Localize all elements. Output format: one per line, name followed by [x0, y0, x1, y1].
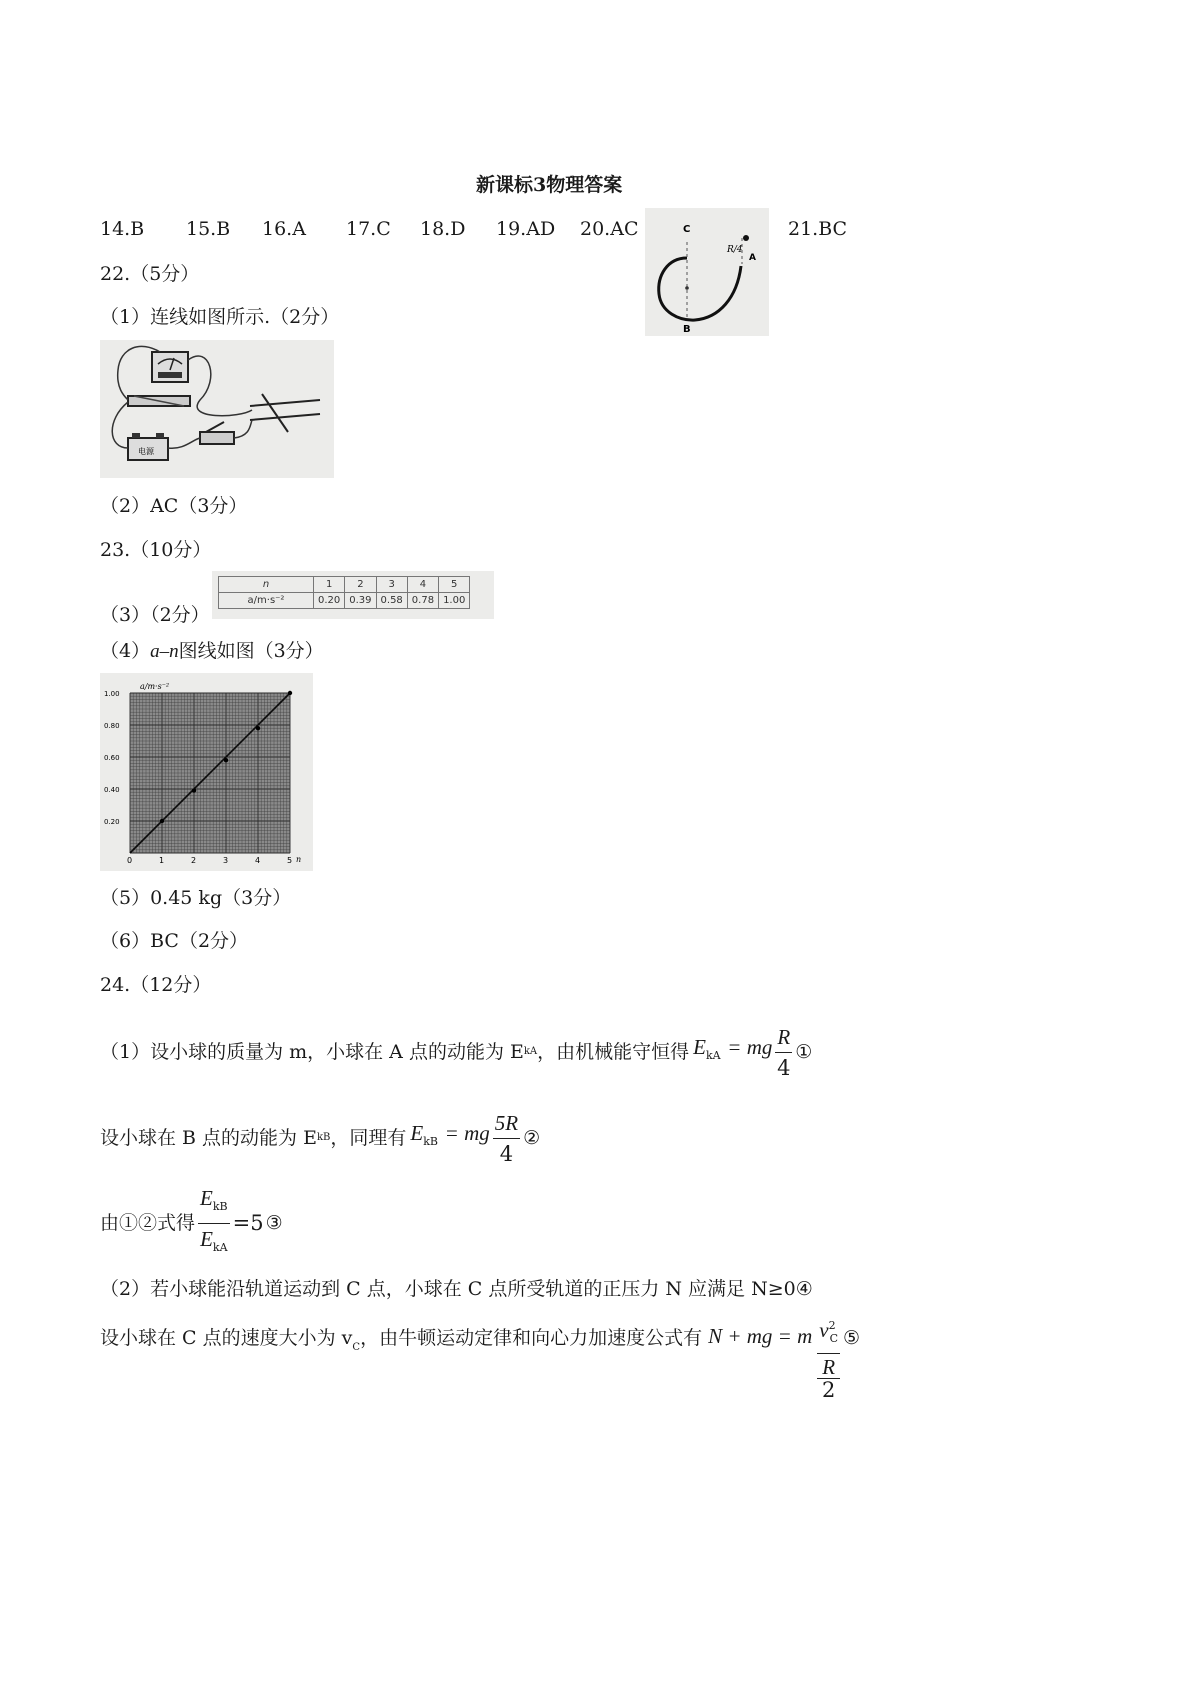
eq1-tag: ①: [795, 1041, 813, 1063]
table-cell: 0.58: [376, 593, 407, 609]
q24-line1: [100, 1022, 812, 1082]
eq1-num: R: [775, 1024, 792, 1053]
power-label: 电源: [138, 447, 154, 456]
q24-header: 24.（12分）: [100, 974, 212, 996]
data-table-figure: [212, 571, 494, 619]
answer-19: 19.AD: [496, 218, 556, 240]
answer-14: 14.B: [100, 218, 145, 240]
q22-part1: （1）连线如图所示.（2分）: [100, 306, 340, 328]
eq2-num: 5R: [493, 1110, 520, 1139]
q23-part6: （6）BC（2分）: [100, 930, 249, 952]
eq1-lhs: E: [693, 1035, 706, 1060]
label-a: A: [749, 253, 756, 263]
table-header-n: n: [219, 577, 314, 593]
table-row: [219, 577, 470, 593]
x-tick-label: 4: [255, 856, 261, 865]
eq3-rhs: =5: [232, 1211, 264, 1235]
eq3-tag: ③: [265, 1212, 283, 1234]
data-point: [160, 819, 164, 823]
eq2-lhs-sub: kB: [423, 1135, 438, 1149]
label-c: C: [683, 224, 691, 235]
x-tick-label: 1: [159, 856, 165, 865]
eq5-num-sub: C: [829, 1332, 839, 1346]
eq5-num: v: [819, 1318, 829, 1342]
q23-part4: [100, 639, 324, 664]
eq5-den-num: R: [817, 1356, 840, 1379]
y-tick-label: 0.80: [104, 722, 120, 730]
eq5-den-den: 2: [821, 1378, 836, 1403]
answer-21: 21.BC: [788, 218, 848, 240]
q23-part4-pre: （4）: [100, 640, 151, 662]
q24-line5-sub: C: [352, 1342, 361, 1353]
table-header-a: a/m·s⁻²: [219, 593, 314, 609]
eq2-tag: ②: [523, 1127, 541, 1149]
q24-line1-text: （1）设小球的质量为 m，小球在 A 点的动能为 E: [100, 1041, 524, 1063]
eq3-den-sub: kA: [212, 1240, 228, 1254]
table-cell: 2: [345, 577, 376, 593]
track-figure: [645, 208, 769, 336]
q24-line4: （2）若小球能沿轨道运动到 C 点，小球在 C 点所受轨道的正压力 N 应满足 N≥0④: [100, 1278, 813, 1300]
q23-part3: （3）（2分）: [100, 604, 210, 626]
eq1-den: 4: [777, 1055, 791, 1080]
q24-line3: [100, 1186, 283, 1254]
q24-line1-text2: ，由机械能守恒得: [537, 1041, 690, 1063]
q24-line5-text: 设小球在 C 点的速度大小为 v: [100, 1327, 353, 1349]
label-b: B: [683, 324, 691, 335]
x-tick-label: 0: [127, 856, 133, 865]
data-point: [224, 758, 228, 762]
data-table: [218, 576, 470, 609]
answer-17: 17.C: [346, 218, 391, 240]
eq3-den: E: [200, 1226, 213, 1251]
y-tick-label: 0.40: [104, 786, 120, 794]
q24-line5-text2: ，由牛顿运动定律和向心力加速度公式有: [360, 1327, 703, 1349]
table-cell: 0.39: [345, 593, 376, 609]
data-point: [256, 726, 260, 730]
eq1-fraction: [775, 1024, 792, 1081]
y-tick-label: 0.60: [104, 754, 120, 762]
table-row: [219, 593, 470, 609]
q24-line2: [100, 1108, 540, 1168]
q24-line5: [100, 1318, 861, 1403]
table-cell: 3: [376, 577, 407, 593]
table-cell: 4: [407, 577, 438, 593]
page-title: 新课标3物理答案: [476, 174, 623, 196]
x-tick-label: 5: [287, 856, 293, 865]
eq5-fraction: [817, 1314, 840, 1401]
eq2-den: 4: [499, 1141, 514, 1166]
x-tick-label: 2: [191, 856, 197, 865]
table-cell: 1.00: [439, 593, 470, 609]
eq5-lhs: N + mg = m: [708, 1324, 813, 1348]
eq3-fraction: [198, 1185, 230, 1260]
table-cell: 0.78: [407, 593, 438, 609]
q22-part2: （2）AC（3分）: [100, 495, 248, 517]
table-cell: 1: [314, 577, 345, 593]
chart-xlabel: n: [296, 855, 302, 864]
table-cell: 5: [439, 577, 470, 593]
q24-line1-sub: kA: [523, 1046, 538, 1057]
data-point: [192, 788, 196, 792]
eq5-tag: ⑤: [843, 1327, 861, 1349]
x-tick-label: 3: [223, 856, 229, 865]
q24-line3-text: 由①②式得: [100, 1212, 196, 1234]
circuit-figure: [100, 340, 334, 478]
eq1-lhs-sub: kA: [705, 1049, 721, 1063]
y-tick-label: 0.20: [104, 818, 120, 826]
q24-line2-sub: kB: [316, 1132, 331, 1143]
data-point: [288, 691, 292, 695]
eq3-num: E: [200, 1186, 213, 1211]
q22-header: 22.（5分）: [100, 263, 200, 285]
q24-line2-text2: ，同理有: [330, 1127, 407, 1149]
q23-part4-post: 图线如图（3分）: [178, 640, 324, 662]
eq5-num-sup: 2: [828, 1319, 836, 1332]
track-svg: [645, 208, 769, 336]
eq2-rhs: = mg: [444, 1121, 490, 1146]
answer-20: 20.AC: [580, 218, 639, 240]
chart-ylabel: a/m·s⁻²: [140, 682, 170, 691]
q23-part4-var: a–n: [150, 641, 179, 662]
answer-18: 18.D: [420, 218, 466, 240]
eq1-rhs: = mg: [727, 1035, 773, 1060]
answer-15: 15.B: [186, 218, 231, 240]
an-chart: [100, 673, 313, 871]
q24-line2-text: 设小球在 B 点的动能为 E: [100, 1127, 317, 1149]
eq2-lhs: E: [410, 1121, 424, 1146]
label-r4: R/4: [727, 245, 743, 255]
circuit-svg: [100, 340, 334, 478]
eq2-fraction: [493, 1110, 520, 1167]
q23-part5: （5）0.45 kg（3分）: [100, 887, 292, 909]
y-tick-label: 1.00: [104, 690, 120, 698]
table-cell: 0.20: [314, 593, 345, 609]
an-chart-figure: [100, 673, 313, 871]
eq3-num-sub: kB: [212, 1200, 228, 1214]
q23-header: 23.（10分）: [100, 539, 212, 561]
answer-16: 16.A: [262, 218, 306, 240]
